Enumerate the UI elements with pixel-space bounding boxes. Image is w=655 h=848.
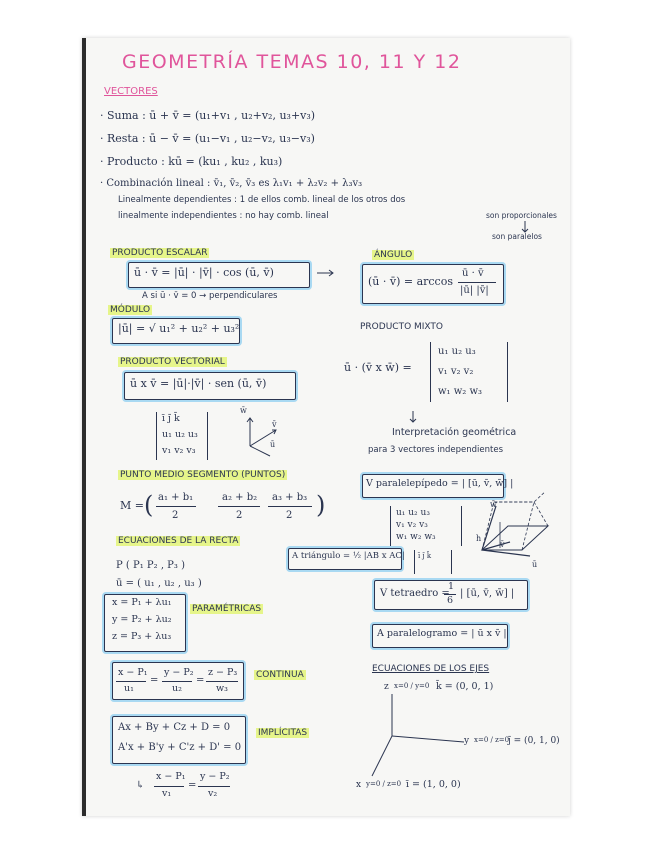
extra-num-1: x − P₁ — [156, 771, 186, 782]
mixto-row-1: u₁ u₂ u₃ — [438, 346, 476, 357]
resta-formula: · Resta : ū − v̄ = (u₁−v₁ , u₂−v₂, u₃−v₃) — [100, 132, 315, 145]
perpendicular-note: A si ū · v̄ = 0 → perpendiculares — [142, 291, 278, 301]
cont-eq-2: = — [196, 675, 205, 686]
param-z: z = P₃ + λu₃ — [112, 631, 172, 642]
volumen-row-2: v₁ v₂ v₃ — [396, 520, 428, 530]
producto-formula: · Producto : kū = (ku₁ , ku₂ , ku₃) — [100, 155, 283, 168]
recta-heading-text: ECUACIONES DE LA RECTA — [118, 536, 239, 546]
fraction-bar — [162, 681, 192, 682]
punto-medio-num-3: a₃ + b₃ — [272, 492, 308, 503]
fraction-bar — [154, 786, 184, 787]
punto-medio-den-1: 2 — [172, 510, 179, 521]
mixto-row-3: w₁ w₂ w₃ — [438, 386, 483, 397]
page-edge — [82, 38, 86, 816]
fraction-bar — [156, 506, 196, 507]
parametricas-label — [190, 604, 263, 614]
fig-v: v̄ — [500, 540, 505, 549]
mixto-heading: PRODUCTO MIXTO — [360, 322, 444, 332]
mixto-lhs: ū · (v̄ x w̄) = — [344, 361, 412, 374]
vectorial-row-1: ī j̄ k̄ — [162, 413, 180, 424]
modulo-formula: |ū| = √ u₁² + u₂² + u₃² — [118, 322, 240, 335]
modulo-heading-text: MÓDULO — [110, 305, 151, 315]
continua-label-text: CONTINUA — [256, 670, 304, 680]
tetraedro-den: 6 — [447, 595, 454, 606]
punto-medio-num-2: a₂ + b₂ — [222, 492, 258, 503]
volumen-row-3: w₁ w₂ w₃ — [396, 532, 436, 542]
implicitas-label-text: IMPLÍCITAS — [258, 728, 308, 738]
volumen-row-1: u₁ u₂ u₃ — [396, 508, 430, 518]
punto-medio-lhs: M = — [120, 499, 144, 512]
cont-num-3: z − P₃ — [208, 667, 238, 678]
continua-label — [254, 670, 306, 680]
suma-formula: · Suma : ū + v̄ = (u₁+v₁ , u₂+v₂, u₃+v₃) — [100, 109, 316, 122]
angulo-num: ū · v̄ — [462, 268, 484, 279]
angulo-heading — [372, 250, 414, 260]
vectorial-row-3: v₁ v₂ v₃ — [162, 445, 196, 456]
cont-num-1: x − P₁ — [118, 667, 148, 678]
mixto-row-2: v₁ v₂ v₂ — [438, 366, 474, 377]
angulo-heading-text: ÁNGULO — [374, 250, 413, 260]
cont-num-2: y − P₂ — [164, 667, 194, 678]
paralelepipedo-formula: V paralelepípedo = | [ū, v̄, w̄] | — [366, 478, 514, 489]
axis-x-label: x — [356, 780, 362, 790]
vectorial-axis-w: w̄ — [240, 406, 247, 415]
recta-punto: P ( P₁ P₂ , P₃ ) — [116, 560, 185, 571]
fraction-bar — [206, 681, 238, 682]
fig-h: h — [476, 534, 482, 543]
escalar-formula: ū · v̄ = |ū| · |v̄| · cos (ū, v̄) — [134, 266, 274, 279]
triangulo-det-row: ī j̄ k̄ — [418, 552, 432, 560]
punto-medio-heading-text: PUNTO MEDIO SEGMENTO (PUNTOS) — [120, 470, 286, 480]
interpretacion-2: para 3 vectores independientes — [368, 445, 504, 455]
tetraedro-num: 1 — [448, 581, 455, 592]
punto-medio-heading — [118, 470, 287, 480]
extra-arrow: ↳ — [136, 780, 145, 791]
vectorial-row-2: u₁ u₂ u₃ — [162, 429, 198, 440]
vectores-heading: VECTORES — [104, 86, 158, 97]
punto-medio-num-1: a₁ + b₁ — [158, 492, 194, 503]
impl-1: Ax + By + Cz + D = 0 — [118, 722, 231, 733]
axis-z-vector: k̄ = (0, 0, 1) — [436, 681, 494, 692]
dependientes-text: Linealmente dependientes : 1 de ellos comb. lineal de los otros dos — [118, 195, 406, 205]
punto-medio-den-2: 2 — [236, 510, 243, 521]
modulo-heading — [108, 305, 152, 315]
tetraedro-lhs: V tetraedro = — [380, 588, 450, 599]
axis-y-system: x=0 / z=0 — [474, 736, 510, 744]
implicitas-label — [256, 728, 309, 738]
right-arrow-icon — [316, 268, 336, 278]
paralelogramo-formula: A paralelogramo = | ū x v̄ | — [377, 628, 507, 639]
extra-den-1: v₁ — [162, 788, 172, 799]
punto-medio-close-paren: ) — [316, 491, 326, 519]
punto-medio-open-paren: ( — [144, 491, 154, 519]
vectorial-axis-u: ū — [270, 440, 276, 449]
parallelepiped-figure — [470, 492, 560, 564]
extra-eq: = — [188, 780, 197, 791]
impl-2: A'x + B'y + C'z + D' = 0 — [118, 742, 242, 753]
fraction-bar — [116, 681, 146, 682]
fraction-bar — [268, 506, 312, 507]
angulo-den: |ū| |v̄| — [460, 285, 489, 296]
interpretacion-1: Interpretación geométrica — [392, 427, 517, 438]
escalar-heading-text: PRODUCTO ESCALAR — [112, 248, 208, 258]
combinacion-formula: · Combinación lineal : v̄₁, v̄₂, v̄₃ es λ₁v₁ + λ₂v₂ + λ₃v₃ — [100, 178, 363, 189]
extra-num-2: y − P₂ — [200, 771, 230, 782]
fig-u: ū — [532, 560, 538, 569]
independientes-text: linealmente independientes : no hay comb. lineal — [118, 211, 329, 221]
down-arrow-icon — [520, 220, 530, 234]
cont-den-2: u₂ — [172, 683, 182, 694]
page-title: GEOMETRÍA TEMAS 10, 11 Y 12 — [122, 51, 462, 73]
vectorial-heading — [118, 357, 227, 367]
param-x: x = P₁ + λu₁ — [112, 597, 172, 608]
angulo-lhs: (ū · v̄) = arccos — [368, 275, 453, 288]
axis-x-vector: ī = (1, 0, 0) — [406, 779, 461, 790]
extra-den-2: v₂ — [208, 788, 218, 799]
recta-vector: ū = ( u₁ , u₂ , u₃ ) — [116, 578, 202, 589]
escalar-heading — [110, 248, 209, 258]
cont-den-3: w₃ — [216, 683, 228, 694]
tetraedro-rhs: | [ū, v̄, w̄] | — [460, 588, 515, 599]
recta-heading — [116, 536, 240, 546]
cross-product-axes-icon — [232, 412, 288, 458]
param-y: y = P₂ + λu₂ — [112, 614, 172, 625]
triangulo-formula: A triángulo = ½ |AB x AC| — [292, 551, 405, 561]
axis-y-vector: j̄ = (0, 1, 0) — [508, 736, 560, 746]
down-arrow-icon — [408, 410, 418, 424]
axis-z-system: x=0 / y=0 — [394, 682, 430, 690]
parametricas-label-text: PARAMÉTRICAS — [192, 604, 262, 614]
axis-y-label: y — [464, 736, 470, 746]
axis-x-system: y=0 / z=0 — [366, 780, 402, 788]
vectorial-heading-text: PRODUCTO VECTORIAL — [120, 357, 225, 367]
angulo-fraction-bar — [458, 282, 496, 283]
fig-w: w̄ — [490, 500, 497, 509]
cont-den-1: u₁ — [124, 683, 134, 694]
son-proporcionales: son proporcionales — [486, 211, 557, 220]
axis-z-label: z — [384, 682, 389, 692]
cont-eq-1: = — [150, 675, 159, 686]
vectorial-formula: ū x v̄ = |ū|·|v̄| · sen (ū, v̄) — [130, 377, 267, 390]
vectorial-axis-v: v̄ — [272, 420, 277, 429]
ejes-heading: ECUACIONES DE LOS EJES — [372, 664, 490, 674]
punto-medio-den-3: 2 — [286, 510, 293, 521]
son-paralelos: son paralelos — [492, 232, 542, 241]
fraction-bar — [198, 786, 230, 787]
fraction-bar — [218, 506, 260, 507]
